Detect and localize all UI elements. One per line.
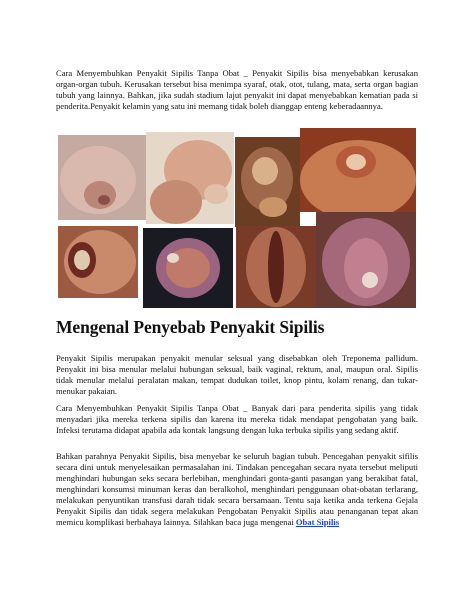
photo-1 [58, 135, 146, 220]
photo-4 [300, 128, 416, 212]
body-paragraph-2: Cara Menyembuhkan Penyakit Sipilis Tanpa Obat _ Banyak dari para penderita sipilis yang tidak menyadari jika mereka terkena sipilis dan karena itu mereka tidak mendapat pengobatan yang baik. Infeksi terutama didapat apabila ada kontak langsung dengan luka terbuka sipilis yang sedang aktif. [56, 403, 418, 435]
section-heading: Mengenal Penyebab Penyakit Sipilis [56, 317, 325, 337]
photo-2 [146, 132, 234, 224]
intro-paragraph: Cara Menyembuhkan Penyakit Sipilis Tanpa Obat _ Penyakit Sipilis bisa menyebabkan kerusakan organ-organ tubuh. Kerusakan tersebut bisa menimpa syaraf, otak, otot, tulang, mata, serta organ bagian tubuh yang lainnya. Bahkan, jika sudah stadium lajut penyakit ini dapat menyebabkan kematian pada si penderita.Penyakit kelamin yang satu ini memang tidak boleh dianggap enteng keberadaannya. [56, 68, 418, 111]
photo-8 [316, 212, 416, 308]
photo-3 [235, 137, 300, 227]
body-paragraph-3 [56, 451, 418, 528]
obat-sipilis-link[interactable]: Obat Sipilis [295, 517, 340, 527]
body-paragraph-3-text: Bahkan parahnya Penyakit Sipilis, bisa menyebar ke seluruh bagian tubuh. Pencegahan penyakit sifilis secara dini untuk menyelesaikan permasalahan ini. Tindakan pencegahan secara nyata tersebut meliputi menghindari hubungan seks secara berlebihan, menghindari gonta-ganti pasangan yang berakibat fatal, menghindari konsumsi minuman keras dan beralkohol, menghindari penggunaan obat-obatan terlarang, melakukan penyuntikan transfusi darah tidak secara bersamaan. Tentu saja ketika anda terkena Gejala Penyakit Sipilis dan tidak segera melakukan Pengobatan Penyakit Sipilis atau penanganan tepat akan memicu komplikasi berbahaya lainnya. Silahkan baca juga mengenai [56, 451, 418, 527]
photo-6 [143, 228, 233, 308]
photo-7 [236, 226, 316, 308]
photo-5 [58, 226, 138, 298]
body-paragraph-1: Penyakit Sipilis merupakan penyakit menular seksual yang disebabkan oleh Treponema pallidum. Penyakit ini bisa menular melalui hubungan seksual, baik vaginal, rektum, anal, maupun oral. Sipilis tidak menular melalui peralatan makan, tempat dudukan toilet, knop pintu, kolam renang, dan tukar-menukar pakaian. [56, 353, 418, 396]
